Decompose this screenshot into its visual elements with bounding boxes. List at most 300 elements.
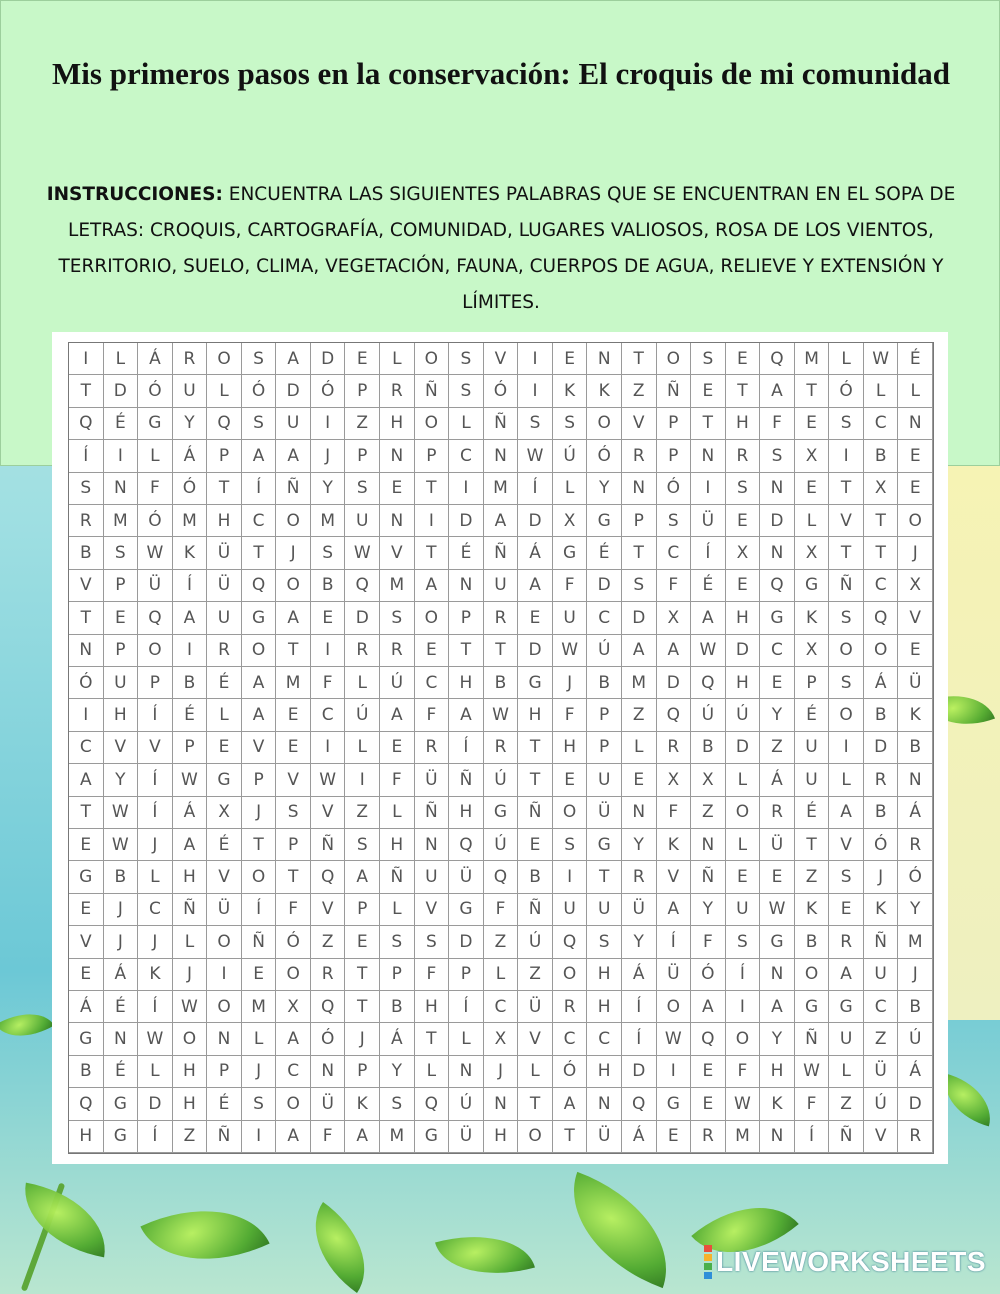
grid-cell[interactable]: D: [449, 505, 484, 537]
grid-cell[interactable]: P: [657, 408, 692, 440]
grid-cell[interactable]: O: [173, 1023, 208, 1055]
grid-cell[interactable]: I: [415, 505, 450, 537]
grid-cell[interactable]: V: [518, 1023, 553, 1055]
grid-cell[interactable]: T: [242, 829, 277, 861]
grid-cell[interactable]: Ñ: [311, 829, 346, 861]
grid-cell[interactable]: S: [553, 829, 588, 861]
grid-cell[interactable]: Ú: [553, 440, 588, 472]
grid-cell[interactable]: L: [726, 764, 761, 796]
grid-cell[interactable]: L: [829, 1056, 864, 1088]
grid-cell[interactable]: O: [138, 635, 173, 667]
grid-cell[interactable]: V: [69, 570, 104, 602]
grid-cell[interactable]: A: [276, 440, 311, 472]
grid-cell[interactable]: E: [207, 732, 242, 764]
grid-cell[interactable]: A: [242, 440, 277, 472]
grid-cell[interactable]: U: [345, 505, 380, 537]
grid-cell[interactable]: Í: [138, 991, 173, 1023]
grid-cell[interactable]: P: [795, 667, 830, 699]
grid-cell[interactable]: Ü: [207, 894, 242, 926]
grid-cell[interactable]: Z: [864, 1023, 899, 1055]
grid-cell[interactable]: Z: [829, 1088, 864, 1120]
grid-cell[interactable]: Ü: [207, 537, 242, 569]
grid-cell[interactable]: S: [380, 602, 415, 634]
grid-cell[interactable]: G: [760, 602, 795, 634]
grid-cell[interactable]: E: [760, 861, 795, 893]
grid-cell[interactable]: G: [69, 1023, 104, 1055]
grid-cell[interactable]: S: [726, 473, 761, 505]
grid-cell[interactable]: Z: [622, 699, 657, 731]
grid-cell[interactable]: S: [69, 473, 104, 505]
grid-cell[interactable]: L: [795, 505, 830, 537]
grid-cell[interactable]: L: [207, 375, 242, 407]
grid-cell[interactable]: Z: [484, 926, 519, 958]
grid-cell[interactable]: Ü: [138, 570, 173, 602]
grid-cell[interactable]: D: [864, 732, 899, 764]
grid-cell[interactable]: R: [415, 732, 450, 764]
grid-cell[interactable]: T: [207, 473, 242, 505]
grid-cell[interactable]: E: [69, 959, 104, 991]
grid-cell[interactable]: Í: [657, 926, 692, 958]
grid-cell[interactable]: P: [345, 1056, 380, 1088]
grid-cell[interactable]: Ó: [311, 375, 346, 407]
grid-cell[interactable]: E: [69, 894, 104, 926]
grid-cell[interactable]: Ü: [449, 1121, 484, 1153]
grid-cell[interactable]: G: [104, 1121, 139, 1153]
grid-cell[interactable]: J: [898, 959, 933, 991]
grid-cell[interactable]: W: [311, 764, 346, 796]
grid-cell[interactable]: V: [276, 764, 311, 796]
grid-cell[interactable]: Á: [622, 1121, 657, 1153]
grid-cell[interactable]: T: [553, 1121, 588, 1153]
grid-cell[interactable]: C: [484, 991, 519, 1023]
grid-cell[interactable]: F: [795, 1088, 830, 1120]
grid-cell[interactable]: J: [345, 1023, 380, 1055]
grid-cell[interactable]: H: [380, 408, 415, 440]
grid-cell[interactable]: X: [795, 440, 830, 472]
grid-cell[interactable]: Í: [518, 473, 553, 505]
grid-cell[interactable]: C: [760, 635, 795, 667]
grid-cell[interactable]: É: [587, 537, 622, 569]
grid-cell[interactable]: E: [898, 635, 933, 667]
grid-cell[interactable]: W: [345, 537, 380, 569]
grid-cell[interactable]: J: [138, 829, 173, 861]
grid-cell[interactable]: I: [829, 440, 864, 472]
grid-cell[interactable]: Á: [104, 959, 139, 991]
grid-cell[interactable]: L: [242, 1023, 277, 1055]
grid-cell[interactable]: Ñ: [380, 861, 415, 893]
grid-cell[interactable]: R: [380, 375, 415, 407]
grid-cell[interactable]: P: [345, 440, 380, 472]
grid-cell[interactable]: C: [587, 602, 622, 634]
grid-cell[interactable]: R: [553, 991, 588, 1023]
grid-cell[interactable]: A: [829, 959, 864, 991]
grid-cell[interactable]: I: [657, 1056, 692, 1088]
grid-cell[interactable]: X: [864, 473, 899, 505]
grid-cell[interactable]: M: [795, 343, 830, 375]
grid-cell[interactable]: T: [829, 473, 864, 505]
grid-cell[interactable]: U: [587, 764, 622, 796]
grid-cell[interactable]: T: [69, 797, 104, 829]
grid-cell[interactable]: P: [207, 440, 242, 472]
grid-cell[interactable]: F: [311, 1121, 346, 1153]
grid-cell[interactable]: P: [587, 699, 622, 731]
grid-cell[interactable]: I: [311, 732, 346, 764]
grid-cell[interactable]: R: [898, 829, 933, 861]
grid-cell[interactable]: O: [415, 602, 450, 634]
grid-cell[interactable]: V: [242, 732, 277, 764]
grid-cell[interactable]: H: [207, 505, 242, 537]
grid-cell[interactable]: M: [104, 505, 139, 537]
grid-cell[interactable]: D: [622, 602, 657, 634]
grid-cell[interactable]: E: [657, 1121, 692, 1153]
grid-cell[interactable]: K: [587, 375, 622, 407]
grid-cell[interactable]: S: [657, 505, 692, 537]
grid-cell[interactable]: S: [829, 602, 864, 634]
grid-cell[interactable]: N: [449, 570, 484, 602]
grid-cell[interactable]: N: [760, 1121, 795, 1153]
grid-cell[interactable]: W: [691, 635, 726, 667]
grid-cell[interactable]: J: [864, 861, 899, 893]
grid-cell[interactable]: A: [553, 1088, 588, 1120]
grid-cell[interactable]: E: [795, 473, 830, 505]
grid-cell[interactable]: N: [311, 1056, 346, 1088]
grid-cell[interactable]: R: [484, 732, 519, 764]
grid-cell[interactable]: R: [726, 440, 761, 472]
grid-cell[interactable]: C: [415, 667, 450, 699]
grid-cell[interactable]: Ü: [760, 829, 795, 861]
grid-cell[interactable]: D: [518, 505, 553, 537]
grid-cell[interactable]: Á: [173, 440, 208, 472]
grid-cell[interactable]: P: [345, 894, 380, 926]
grid-cell[interactable]: Z: [760, 732, 795, 764]
grid-cell[interactable]: N: [484, 1088, 519, 1120]
grid-cell[interactable]: U: [726, 894, 761, 926]
grid-cell[interactable]: A: [760, 991, 795, 1023]
grid-cell[interactable]: W: [864, 343, 899, 375]
grid-cell[interactable]: S: [242, 1088, 277, 1120]
grid-cell[interactable]: Q: [864, 602, 899, 634]
grid-cell[interactable]: N: [622, 797, 657, 829]
grid-cell[interactable]: T: [864, 505, 899, 537]
grid-cell[interactable]: A: [415, 570, 450, 602]
grid-cell[interactable]: N: [104, 473, 139, 505]
grid-cell[interactable]: P: [104, 570, 139, 602]
grid-cell[interactable]: V: [829, 829, 864, 861]
grid-cell[interactable]: L: [553, 473, 588, 505]
grid-cell[interactable]: Q: [553, 926, 588, 958]
grid-cell[interactable]: M: [173, 505, 208, 537]
grid-cell[interactable]: Q: [691, 1023, 726, 1055]
grid-cell[interactable]: A: [276, 1121, 311, 1153]
grid-cell[interactable]: W: [518, 440, 553, 472]
grid-cell[interactable]: G: [795, 991, 830, 1023]
grid-cell[interactable]: T: [415, 473, 450, 505]
grid-cell[interactable]: J: [242, 797, 277, 829]
grid-cell[interactable]: D: [345, 602, 380, 634]
grid-cell[interactable]: L: [829, 343, 864, 375]
grid-cell[interactable]: É: [207, 667, 242, 699]
grid-cell[interactable]: V: [207, 861, 242, 893]
grid-cell[interactable]: S: [622, 570, 657, 602]
grid-cell[interactable]: Ó: [138, 505, 173, 537]
grid-cell[interactable]: E: [898, 440, 933, 472]
grid-cell[interactable]: Ó: [173, 473, 208, 505]
grid-cell[interactable]: O: [829, 699, 864, 731]
grid-cell[interactable]: Í: [69, 440, 104, 472]
grid-cell[interactable]: O: [829, 635, 864, 667]
grid-cell[interactable]: B: [69, 1056, 104, 1088]
grid-cell[interactable]: G: [449, 894, 484, 926]
grid-cell[interactable]: F: [657, 570, 692, 602]
grid-cell[interactable]: S: [829, 861, 864, 893]
grid-cell[interactable]: T: [518, 764, 553, 796]
grid-cell[interactable]: L: [380, 894, 415, 926]
grid-cell[interactable]: Q: [207, 408, 242, 440]
grid-cell[interactable]: N: [484, 440, 519, 472]
grid-cell[interactable]: N: [760, 473, 795, 505]
grid-cell[interactable]: E: [622, 764, 657, 796]
grid-cell[interactable]: A: [760, 375, 795, 407]
grid-cell[interactable]: C: [69, 732, 104, 764]
grid-cell[interactable]: N: [415, 829, 450, 861]
grid-cell[interactable]: H: [415, 991, 450, 1023]
grid-cell[interactable]: L: [484, 959, 519, 991]
grid-cell[interactable]: A: [449, 699, 484, 731]
grid-cell[interactable]: I: [829, 732, 864, 764]
grid-cell[interactable]: I: [449, 473, 484, 505]
grid-cell[interactable]: Ü: [518, 991, 553, 1023]
grid-cell[interactable]: D: [760, 505, 795, 537]
grid-cell[interactable]: R: [207, 635, 242, 667]
grid-cell[interactable]: I: [553, 861, 588, 893]
grid-cell[interactable]: E: [726, 505, 761, 537]
grid-cell[interactable]: Ó: [484, 375, 519, 407]
grid-cell[interactable]: U: [795, 732, 830, 764]
grid-cell[interactable]: E: [795, 408, 830, 440]
grid-cell[interactable]: I: [104, 440, 139, 472]
grid-cell[interactable]: O: [242, 635, 277, 667]
grid-cell[interactable]: G: [69, 861, 104, 893]
grid-cell[interactable]: S: [242, 408, 277, 440]
grid-cell[interactable]: D: [898, 1088, 933, 1120]
grid-cell[interactable]: O: [726, 1023, 761, 1055]
grid-cell[interactable]: A: [69, 764, 104, 796]
grid-cell[interactable]: Ñ: [518, 894, 553, 926]
grid-cell[interactable]: O: [207, 343, 242, 375]
grid-cell[interactable]: R: [622, 440, 657, 472]
grid-cell[interactable]: I: [173, 635, 208, 667]
grid-cell[interactable]: F: [415, 959, 450, 991]
grid-cell[interactable]: E: [380, 732, 415, 764]
grid-cell[interactable]: E: [345, 926, 380, 958]
grid-cell[interactable]: A: [380, 699, 415, 731]
grid-cell[interactable]: L: [898, 375, 933, 407]
grid-cell[interactable]: A: [691, 602, 726, 634]
grid-cell[interactable]: G: [138, 408, 173, 440]
grid-cell[interactable]: G: [415, 1121, 450, 1153]
grid-cell[interactable]: T: [69, 602, 104, 634]
grid-cell[interactable]: C: [657, 537, 692, 569]
grid-cell[interactable]: O: [276, 570, 311, 602]
grid-cell[interactable]: Á: [898, 797, 933, 829]
grid-cell[interactable]: S: [415, 926, 450, 958]
grid-cell[interactable]: E: [104, 602, 139, 634]
grid-cell[interactable]: L: [449, 1023, 484, 1055]
grid-cell[interactable]: Í: [449, 732, 484, 764]
grid-cell[interactable]: L: [345, 732, 380, 764]
grid-cell[interactable]: I: [691, 473, 726, 505]
grid-cell[interactable]: E: [691, 1056, 726, 1088]
grid-cell[interactable]: K: [345, 1088, 380, 1120]
grid-cell[interactable]: E: [898, 473, 933, 505]
grid-cell[interactable]: P: [449, 602, 484, 634]
grid-cell[interactable]: H: [173, 861, 208, 893]
grid-cell[interactable]: U: [104, 667, 139, 699]
grid-cell[interactable]: T: [622, 343, 657, 375]
grid-cell[interactable]: W: [795, 1056, 830, 1088]
grid-cell[interactable]: G: [657, 1088, 692, 1120]
grid-cell[interactable]: Ú: [726, 699, 761, 731]
grid-cell[interactable]: Ú: [484, 764, 519, 796]
grid-cell[interactable]: V: [311, 797, 346, 829]
grid-cell[interactable]: É: [449, 537, 484, 569]
grid-cell[interactable]: É: [795, 797, 830, 829]
grid-cell[interactable]: X: [657, 764, 692, 796]
grid-cell[interactable]: S: [691, 343, 726, 375]
grid-cell[interactable]: Í: [242, 894, 277, 926]
grid-cell[interactable]: P: [657, 440, 692, 472]
grid-cell[interactable]: D: [276, 375, 311, 407]
grid-cell[interactable]: P: [345, 375, 380, 407]
grid-cell[interactable]: Y: [691, 894, 726, 926]
grid-cell[interactable]: N: [69, 635, 104, 667]
grid-cell[interactable]: L: [345, 667, 380, 699]
grid-cell[interactable]: V: [415, 894, 450, 926]
grid-cell[interactable]: S: [829, 408, 864, 440]
grid-cell[interactable]: R: [657, 732, 692, 764]
grid-cell[interactable]: D: [587, 570, 622, 602]
grid-cell[interactable]: L: [380, 797, 415, 829]
grid-cell[interactable]: P: [622, 505, 657, 537]
grid-cell[interactable]: F: [276, 894, 311, 926]
grid-cell[interactable]: G: [518, 667, 553, 699]
grid-cell[interactable]: Q: [760, 343, 795, 375]
grid-cell[interactable]: D: [657, 667, 692, 699]
grid-cell[interactable]: S: [311, 537, 346, 569]
grid-cell[interactable]: G: [587, 829, 622, 861]
grid-cell[interactable]: X: [553, 505, 588, 537]
grid-cell[interactable]: T: [415, 537, 450, 569]
grid-cell[interactable]: C: [276, 1056, 311, 1088]
grid-cell[interactable]: K: [795, 894, 830, 926]
grid-cell[interactable]: W: [657, 1023, 692, 1055]
grid-cell[interactable]: A: [276, 1023, 311, 1055]
grid-cell[interactable]: P: [138, 667, 173, 699]
grid-cell[interactable]: G: [553, 537, 588, 569]
grid-cell[interactable]: Ó: [69, 667, 104, 699]
grid-cell[interactable]: R: [345, 635, 380, 667]
grid-cell[interactable]: H: [173, 1056, 208, 1088]
grid-cell[interactable]: D: [311, 343, 346, 375]
grid-cell[interactable]: Ñ: [242, 926, 277, 958]
grid-cell[interactable]: J: [104, 926, 139, 958]
grid-cell[interactable]: S: [276, 797, 311, 829]
grid-cell[interactable]: R: [622, 861, 657, 893]
grid-cell[interactable]: F: [553, 699, 588, 731]
grid-cell[interactable]: Q: [69, 1088, 104, 1120]
grid-cell[interactable]: Í: [138, 1121, 173, 1153]
grid-cell[interactable]: H: [518, 699, 553, 731]
grid-cell[interactable]: Ú: [898, 1023, 933, 1055]
grid-cell[interactable]: A: [829, 797, 864, 829]
grid-cell[interactable]: E: [726, 570, 761, 602]
grid-cell[interactable]: B: [795, 926, 830, 958]
grid-cell[interactable]: B: [587, 667, 622, 699]
grid-cell[interactable]: B: [518, 861, 553, 893]
grid-cell[interactable]: Ü: [449, 861, 484, 893]
grid-cell[interactable]: L: [622, 732, 657, 764]
grid-cell[interactable]: O: [242, 861, 277, 893]
grid-cell[interactable]: H: [380, 829, 415, 861]
grid-cell[interactable]: B: [104, 861, 139, 893]
grid-cell[interactable]: C: [587, 1023, 622, 1055]
grid-cell[interactable]: Q: [449, 829, 484, 861]
grid-cell[interactable]: C: [864, 991, 899, 1023]
grid-cell[interactable]: É: [898, 343, 933, 375]
grid-cell[interactable]: T: [345, 991, 380, 1023]
grid-cell[interactable]: Q: [484, 861, 519, 893]
grid-cell[interactable]: G: [795, 570, 830, 602]
grid-cell[interactable]: F: [553, 570, 588, 602]
grid-cell[interactable]: X: [657, 602, 692, 634]
grid-cell[interactable]: O: [795, 959, 830, 991]
grid-cell[interactable]: L: [173, 926, 208, 958]
grid-cell[interactable]: O: [415, 343, 450, 375]
grid-cell[interactable]: O: [276, 1088, 311, 1120]
grid-cell[interactable]: R: [691, 1121, 726, 1153]
grid-cell[interactable]: Ú: [691, 699, 726, 731]
grid-cell[interactable]: É: [173, 699, 208, 731]
grid-cell[interactable]: W: [484, 699, 519, 731]
grid-cell[interactable]: P: [449, 959, 484, 991]
grid-cell[interactable]: X: [726, 537, 761, 569]
grid-cell[interactable]: P: [587, 732, 622, 764]
grid-cell[interactable]: N: [380, 440, 415, 472]
grid-cell[interactable]: V: [864, 1121, 899, 1153]
grid-cell[interactable]: A: [242, 667, 277, 699]
grid-cell[interactable]: Í: [173, 570, 208, 602]
grid-cell[interactable]: Ñ: [484, 408, 519, 440]
grid-cell[interactable]: Ó: [691, 959, 726, 991]
grid-cell[interactable]: N: [380, 505, 415, 537]
grid-cell[interactable]: O: [553, 797, 588, 829]
grid-cell[interactable]: C: [553, 1023, 588, 1055]
grid-cell[interactable]: X: [276, 991, 311, 1023]
grid-cell[interactable]: Z: [311, 926, 346, 958]
grid-cell[interactable]: T: [622, 537, 657, 569]
grid-cell[interactable]: R: [829, 926, 864, 958]
grid-cell[interactable]: Ú: [518, 926, 553, 958]
grid-cell[interactable]: L: [726, 829, 761, 861]
grid-cell[interactable]: M: [242, 991, 277, 1023]
grid-cell[interactable]: N: [587, 1088, 622, 1120]
grid-cell[interactable]: W: [726, 1088, 761, 1120]
grid-cell[interactable]: É: [207, 829, 242, 861]
grid-cell[interactable]: B: [173, 667, 208, 699]
grid-cell[interactable]: R: [311, 959, 346, 991]
grid-cell[interactable]: L: [207, 699, 242, 731]
grid-cell[interactable]: B: [898, 732, 933, 764]
